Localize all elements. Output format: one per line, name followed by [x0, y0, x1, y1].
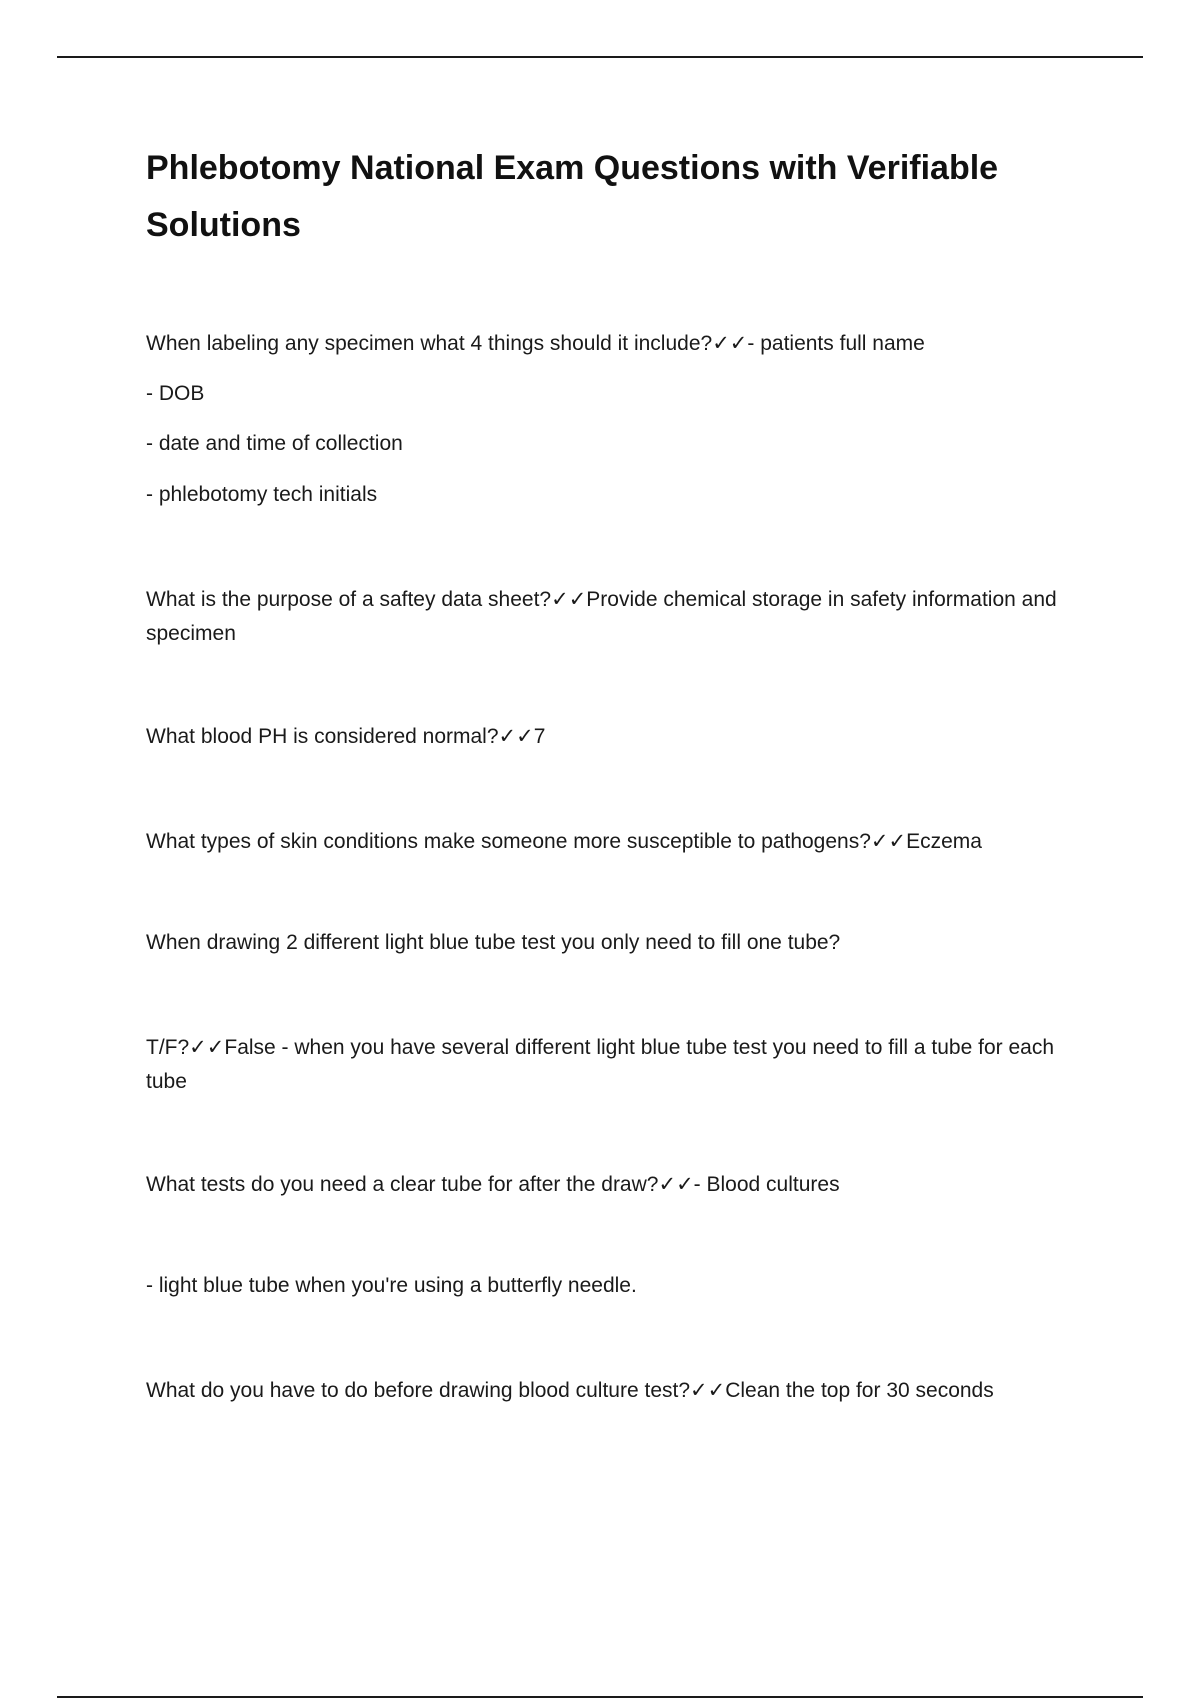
qa-1-line	[146, 327, 1076, 361]
answer-line: - phlebotomy tech initials	[146, 483, 378, 506]
qa-6-line	[146, 1031, 1076, 1099]
answer-text: False - when you have several different light blue tube test you need to fill a tube for each tube	[146, 1036, 1054, 1093]
check-mark: ✓✓	[189, 1036, 225, 1059]
document-page	[146, 140, 1076, 1402]
question-text: T/F?	[146, 1036, 190, 1059]
bottom-rule	[57, 1696, 1143, 1698]
qa-4-line	[146, 825, 1076, 859]
qa-item-9	[146, 1374, 1076, 1408]
check-mark: ✓✓	[551, 588, 587, 611]
qa-2-line	[146, 583, 1076, 651]
qa-7-line	[146, 1168, 1076, 1202]
check-mark: ✓✓	[690, 1379, 726, 1402]
check-mark: ✓✓	[870, 830, 907, 853]
question-text: When labeling any specimen what 4 things should it include?	[146, 332, 713, 355]
question-text: What blood PH is considered normal?	[146, 725, 499, 748]
qa-1-extra-2	[146, 427, 1076, 461]
answer-text: Clean the top for 30 seconds	[725, 1379, 994, 1402]
check-mark: ✓✓	[498, 725, 534, 748]
qa-1-extra-3	[146, 478, 1076, 512]
answer-text: - patients full name	[747, 332, 925, 355]
qa-3-line	[146, 720, 1076, 754]
qa-item-1	[146, 327, 1076, 361]
answer-text: Eczema	[906, 830, 982, 853]
check-mark: ✓✓	[658, 1173, 694, 1196]
answer-line: - light blue tube when you're using a butterfly needle.	[146, 1274, 637, 1297]
answer-text: 7	[533, 725, 546, 748]
answer-line: - DOB	[146, 382, 205, 405]
qa-9-line	[146, 1374, 1076, 1408]
document-title: Phlebotomy National Exam Questions with Verifiable Solutions	[146, 149, 999, 244]
qa-item-8	[146, 1269, 1076, 1303]
qa-item-2	[146, 583, 1076, 651]
qa-item-5	[146, 926, 1076, 960]
qa-item-6	[146, 1031, 1076, 1099]
check-mark: ✓✓	[712, 332, 748, 355]
question-text: When drawing 2 different light blue tube test you only need to fill one tube?	[146, 931, 841, 954]
answer-line: - date and time of collection	[146, 432, 403, 455]
qa-item-7	[146, 1168, 1076, 1202]
qa-item-4	[146, 825, 1076, 859]
answer-text: Provide chemical storage in safety information and specimen	[146, 588, 1057, 645]
qa-1-extra-1	[146, 377, 1076, 411]
answer-text: - Blood cultures	[693, 1173, 840, 1196]
question-text: What types of skin conditions make someone more susceptible to pathogens?	[146, 830, 871, 853]
question-text: What is the purpose of a saftey data sheet?	[146, 588, 552, 611]
question-text: What tests do you need a clear tube for after the draw?	[146, 1173, 659, 1196]
question-text: What do you have to do before drawing blood culture test?	[146, 1379, 691, 1402]
top-rule	[57, 56, 1143, 58]
qa-item-3	[146, 720, 1076, 754]
